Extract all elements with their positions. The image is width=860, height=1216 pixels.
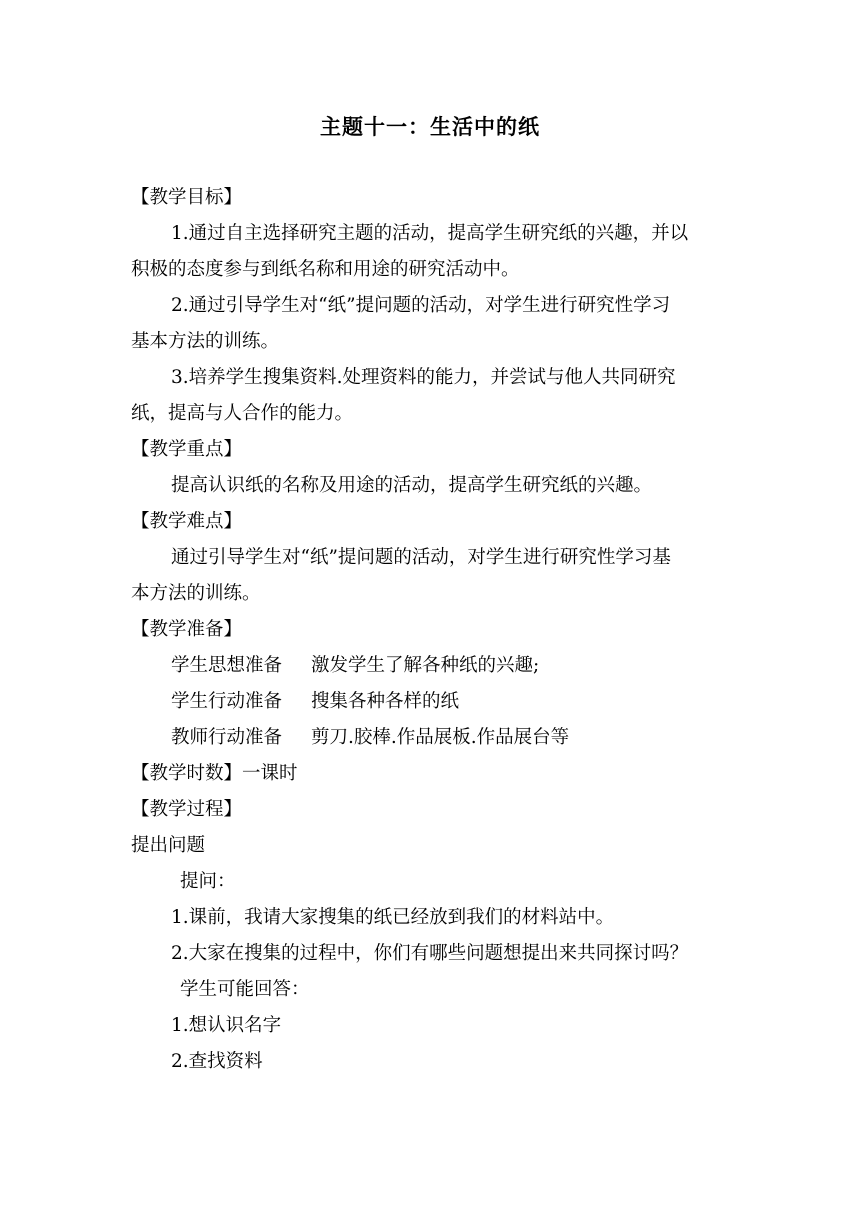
preparation-value: 剪刀.胶棒.作品展板.作品展台等 bbox=[311, 727, 570, 748]
preparation-item bbox=[131, 648, 731, 684]
preparation-label: 学生思想准备 bbox=[171, 655, 283, 676]
objective-1-line-1: 1.通过自主选择研究主题的活动，提高学生研究纸的兴趣，并以 bbox=[171, 223, 689, 244]
process-heading: 【教学过程】 bbox=[131, 799, 243, 820]
preparation-item bbox=[131, 684, 731, 720]
objective-2-line-2: 基本方法的训练。 bbox=[131, 331, 280, 352]
preparation-value: 激发学生了解各种纸的兴趣; bbox=[311, 655, 540, 676]
objective-3-line-1: 3.培养学生搜集资料.处理资料的能力，并尝试与他人共同研究 bbox=[171, 367, 676, 388]
preparation-item bbox=[131, 720, 731, 756]
hours-heading: 【教学时数】 bbox=[131, 763, 243, 784]
objective-3-line-2: 纸，提高与人合作的能力。 bbox=[131, 403, 354, 424]
difficulties-heading: 【教学难点】 bbox=[131, 511, 243, 532]
hours-value: 一课时 bbox=[242, 763, 298, 784]
objectives-heading: 【教学目标】 bbox=[131, 187, 243, 208]
document-body bbox=[131, 180, 731, 1080]
answer-label: 学生可能回答： bbox=[180, 979, 310, 1000]
question-item: 2.大家在搜集的过程中，你们有哪些问题想提出来共同探讨吗？ bbox=[171, 943, 689, 964]
preparation-label: 教师行动准备 bbox=[171, 727, 283, 748]
difficulties-line-2: 本方法的训练。 bbox=[131, 583, 261, 604]
preparation-heading: 【教学准备】 bbox=[131, 619, 243, 640]
key-points-text: 提高认识纸的名称及用途的活动，提高学生研究纸的兴趣。 bbox=[171, 475, 653, 496]
process-section-title: 提出问题 bbox=[131, 835, 206, 856]
preparation-value: 搜集各种各样的纸 bbox=[311, 691, 460, 712]
difficulties-line-1: 通过引导学生对“纸”提问题的活动，对学生进行研究性学习基 bbox=[171, 547, 671, 568]
preparation-label: 学生行动准备 bbox=[171, 691, 283, 712]
objective-1-line-2: 积极的态度参与到纸名称和用途的研究活动中。 bbox=[131, 259, 520, 280]
ask-label: 提问： bbox=[180, 871, 236, 892]
question-item: 1.课前，我请大家搜集的纸已经放到我们的材料站中。 bbox=[171, 907, 615, 928]
key-points-heading: 【教学重点】 bbox=[131, 439, 243, 460]
answer-item: 1.想认识名字 bbox=[171, 1015, 282, 1036]
answer-item: 2.查找资料 bbox=[171, 1051, 263, 1072]
objective-2-line-1: 2.通过引导学生对“纸”提问题的活动，对学生进行研究性学习 bbox=[171, 295, 671, 316]
document-title: 主题十一：生活中的纸 bbox=[320, 114, 540, 139]
hours-line bbox=[131, 756, 731, 792]
